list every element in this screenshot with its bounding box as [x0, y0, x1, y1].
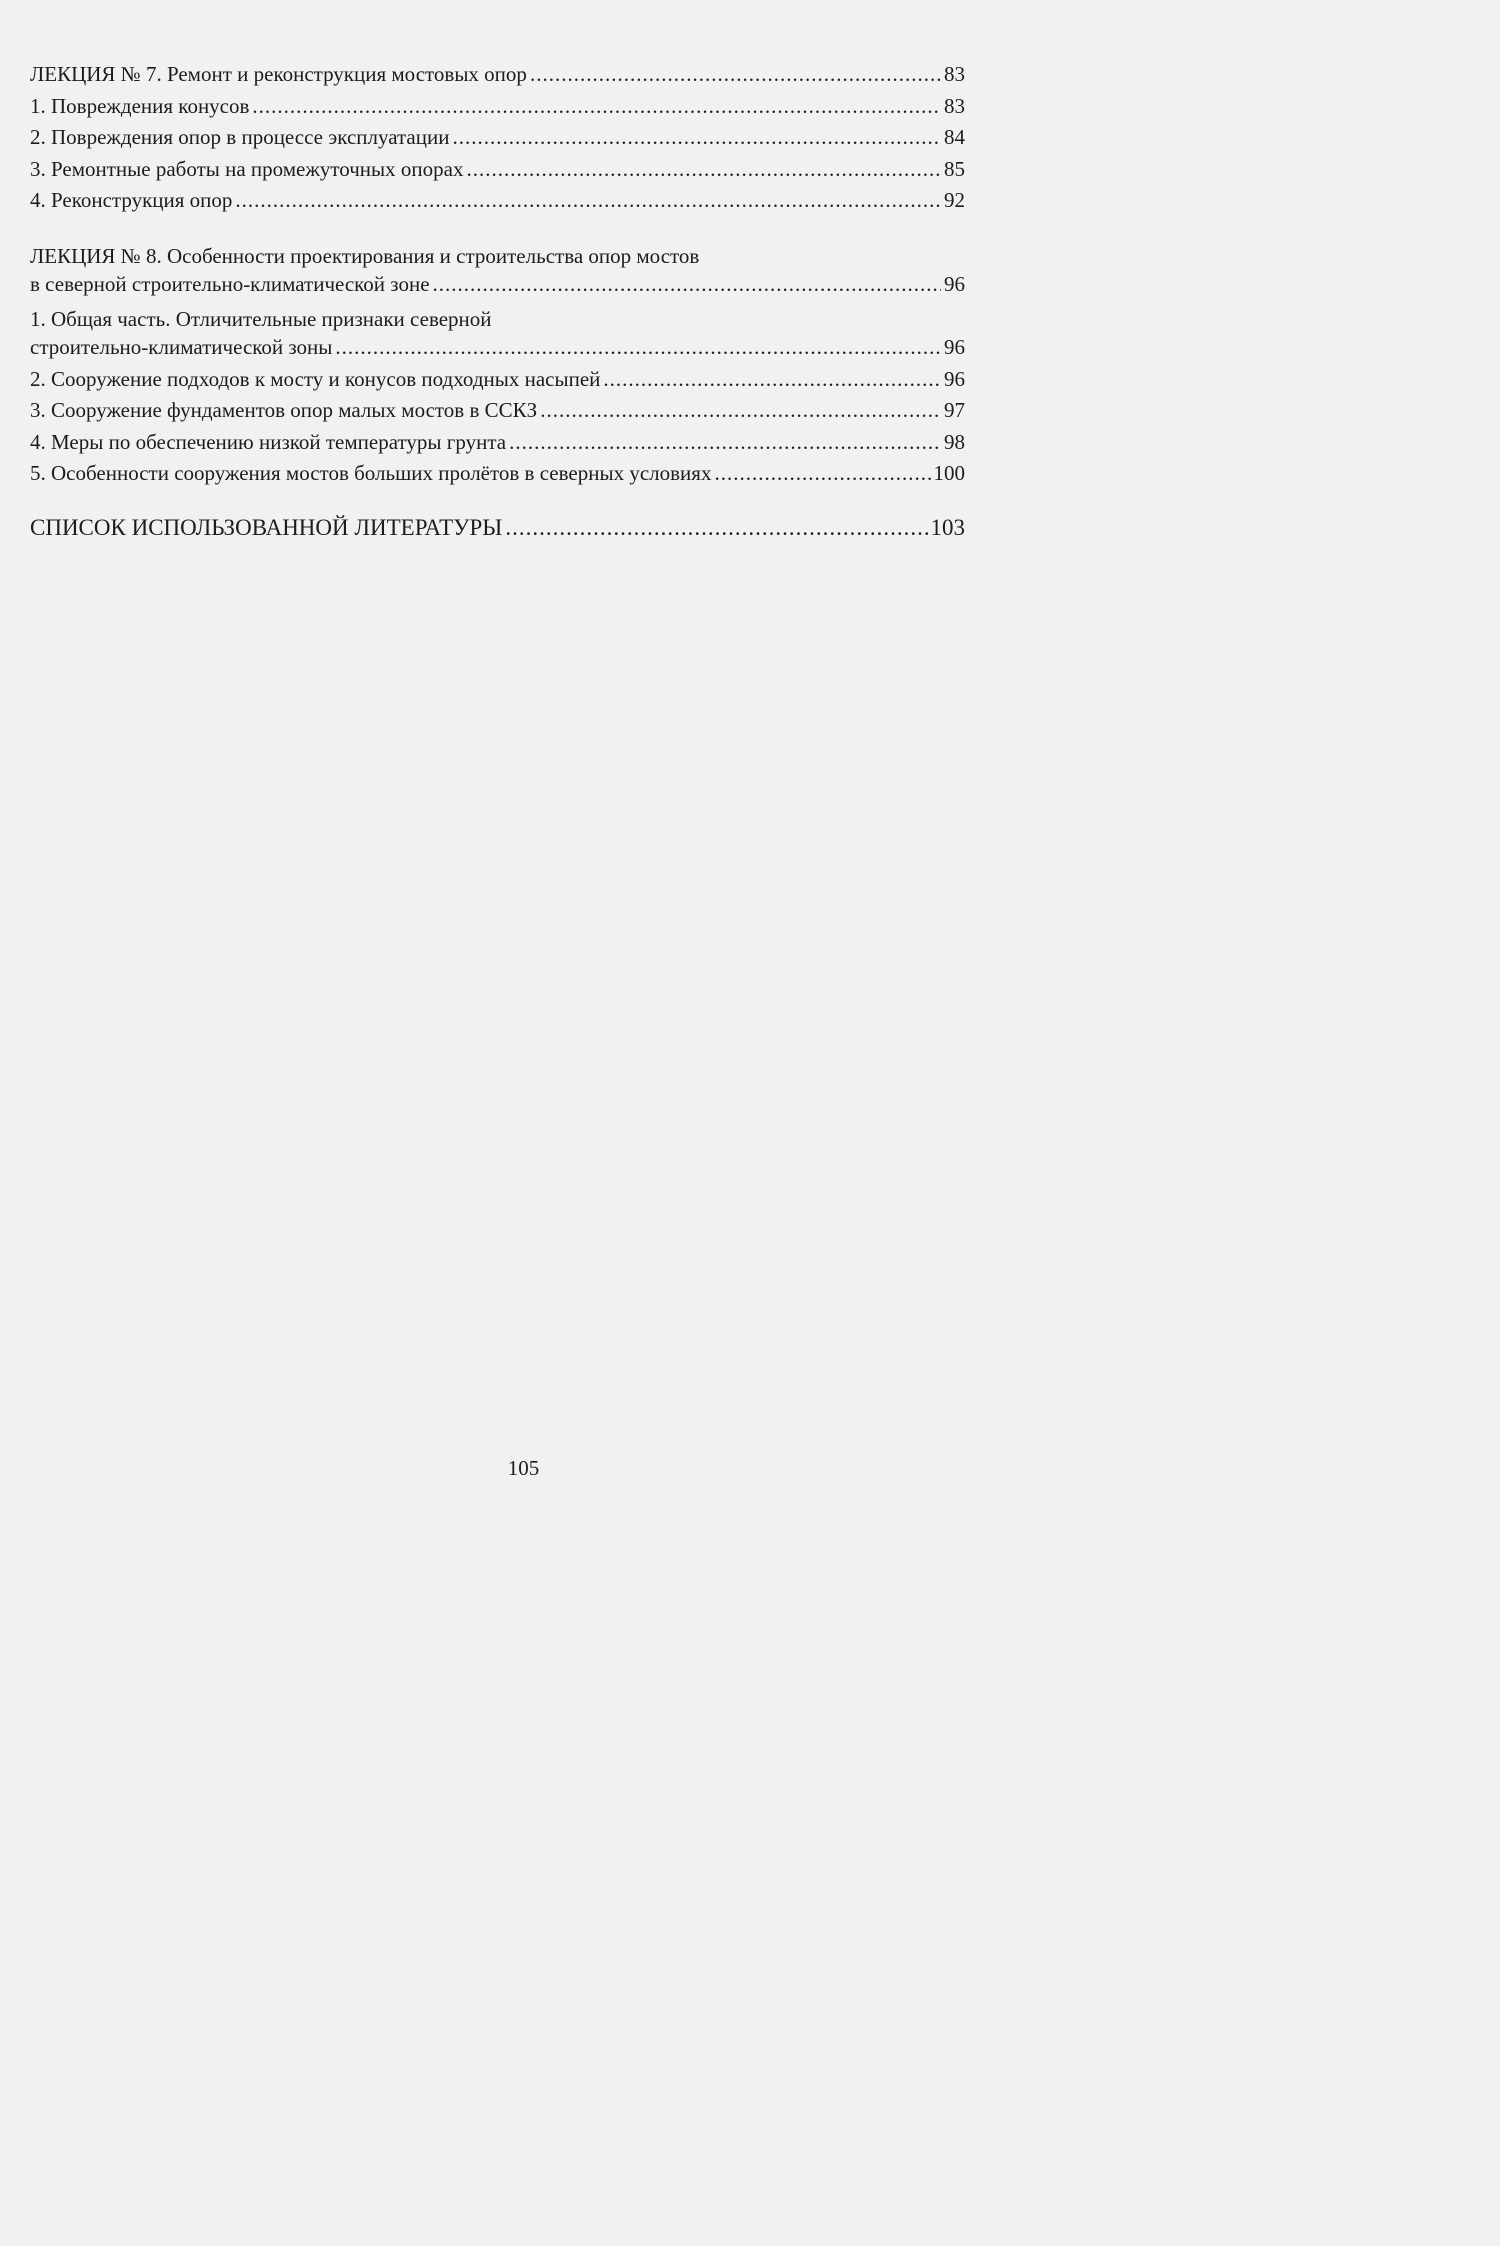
toc-entry[interactable] — [30, 367, 965, 399]
toc-entry-page: 92 — [944, 188, 965, 212]
toc-entry-page: 83 — [944, 62, 965, 86]
dot-leader — [540, 398, 941, 423]
toc-entry[interactable] — [30, 125, 965, 157]
toc-entry-title: строительно-климатической зоны — [30, 335, 333, 359]
dot-leader — [505, 515, 927, 541]
table-of-contents — [30, 62, 965, 549]
toc-entry-title: 4. Меры по обеспечению низкой температуры грунта — [30, 429, 507, 454]
dot-leader — [603, 367, 941, 392]
dot-leader — [530, 62, 941, 87]
toc-entry-lecture-8-heading-line1[interactable]: ЛЕКЦИЯ № 8. Особенности проектирования и строительства опор мостов — [30, 243, 700, 268]
toc-entry-page: 96 — [944, 272, 965, 296]
toc-entry-title: 2. Повреждения опор в процессе эксплуатации — [30, 125, 450, 149]
toc-entry-page: 96 — [944, 335, 965, 359]
toc-entry-page: 83 — [944, 93, 965, 118]
toc-entry[interactable] — [30, 461, 965, 493]
dot-leader — [335, 335, 941, 360]
toc-entry-lecture-7[interactable] — [30, 62, 965, 94]
dot-leader — [452, 125, 941, 150]
toc-entry[interactable] — [30, 335, 965, 367]
toc-entry-title: СПИСОК ИСПОЛЬЗОВАННОЙ ЛИТЕРАТУРЫ — [30, 514, 503, 540]
toc-entry-page: 85 — [944, 156, 965, 181]
toc-entry-title: ЛЕКЦИЯ № 7. Ремонт и реконструкция мостовых опор — [30, 62, 527, 86]
toc-entry-title: в северной строительно-климатической зоне — [30, 272, 430, 296]
spacer — [30, 493, 965, 515]
toc-entry-title: 1. Повреждения конусов — [30, 93, 250, 118]
toc-entry-title: 4. Реконструкция опор — [30, 188, 233, 212]
toc-entry-lecture-8[interactable] — [30, 272, 965, 304]
dot-leader — [235, 188, 941, 213]
toc-entry[interactable] — [30, 157, 965, 189]
toc-entry-page: 103 — [930, 514, 965, 540]
toc-entry-title: 2. Сооружение подходов к мосту и конусов подходных насыпей — [30, 366, 601, 391]
toc-entry-page: 84 — [944, 125, 965, 149]
toc-entry-title: 3. Ремонтные работы на промежуточных опорах — [30, 156, 464, 181]
dot-leader — [509, 430, 941, 455]
document-page — [0, 0, 1047, 1568]
toc-entry-page: 97 — [944, 398, 965, 422]
toc-entry[interactable] — [30, 430, 965, 462]
page-number: 105 — [507, 1456, 540, 1480]
toc-entry-title: 3. Сооружение фундаментов опор малых мостов в ССКЗ — [30, 398, 538, 422]
toc-entry-references[interactable] — [30, 515, 965, 549]
toc-entry-page: 100 — [933, 461, 965, 485]
spacer — [30, 220, 965, 241]
toc-entry[interactable] — [30, 398, 965, 430]
dot-leader — [252, 94, 941, 119]
toc-entry-page: 98 — [944, 429, 965, 454]
toc-entry[interactable] — [30, 188, 965, 220]
dot-leader — [433, 272, 941, 297]
toc-entry-line1[interactable]: 1. Общая часть. Отличительные признаки северной — [30, 306, 492, 331]
toc-entry-title: 5. Особенности сооружения мостов больших пролётов в северных условиях — [30, 461, 712, 485]
dot-leader — [714, 461, 930, 486]
toc-entry[interactable] — [30, 94, 965, 126]
toc-entry-page: 96 — [944, 366, 965, 391]
dot-leader — [466, 157, 941, 182]
